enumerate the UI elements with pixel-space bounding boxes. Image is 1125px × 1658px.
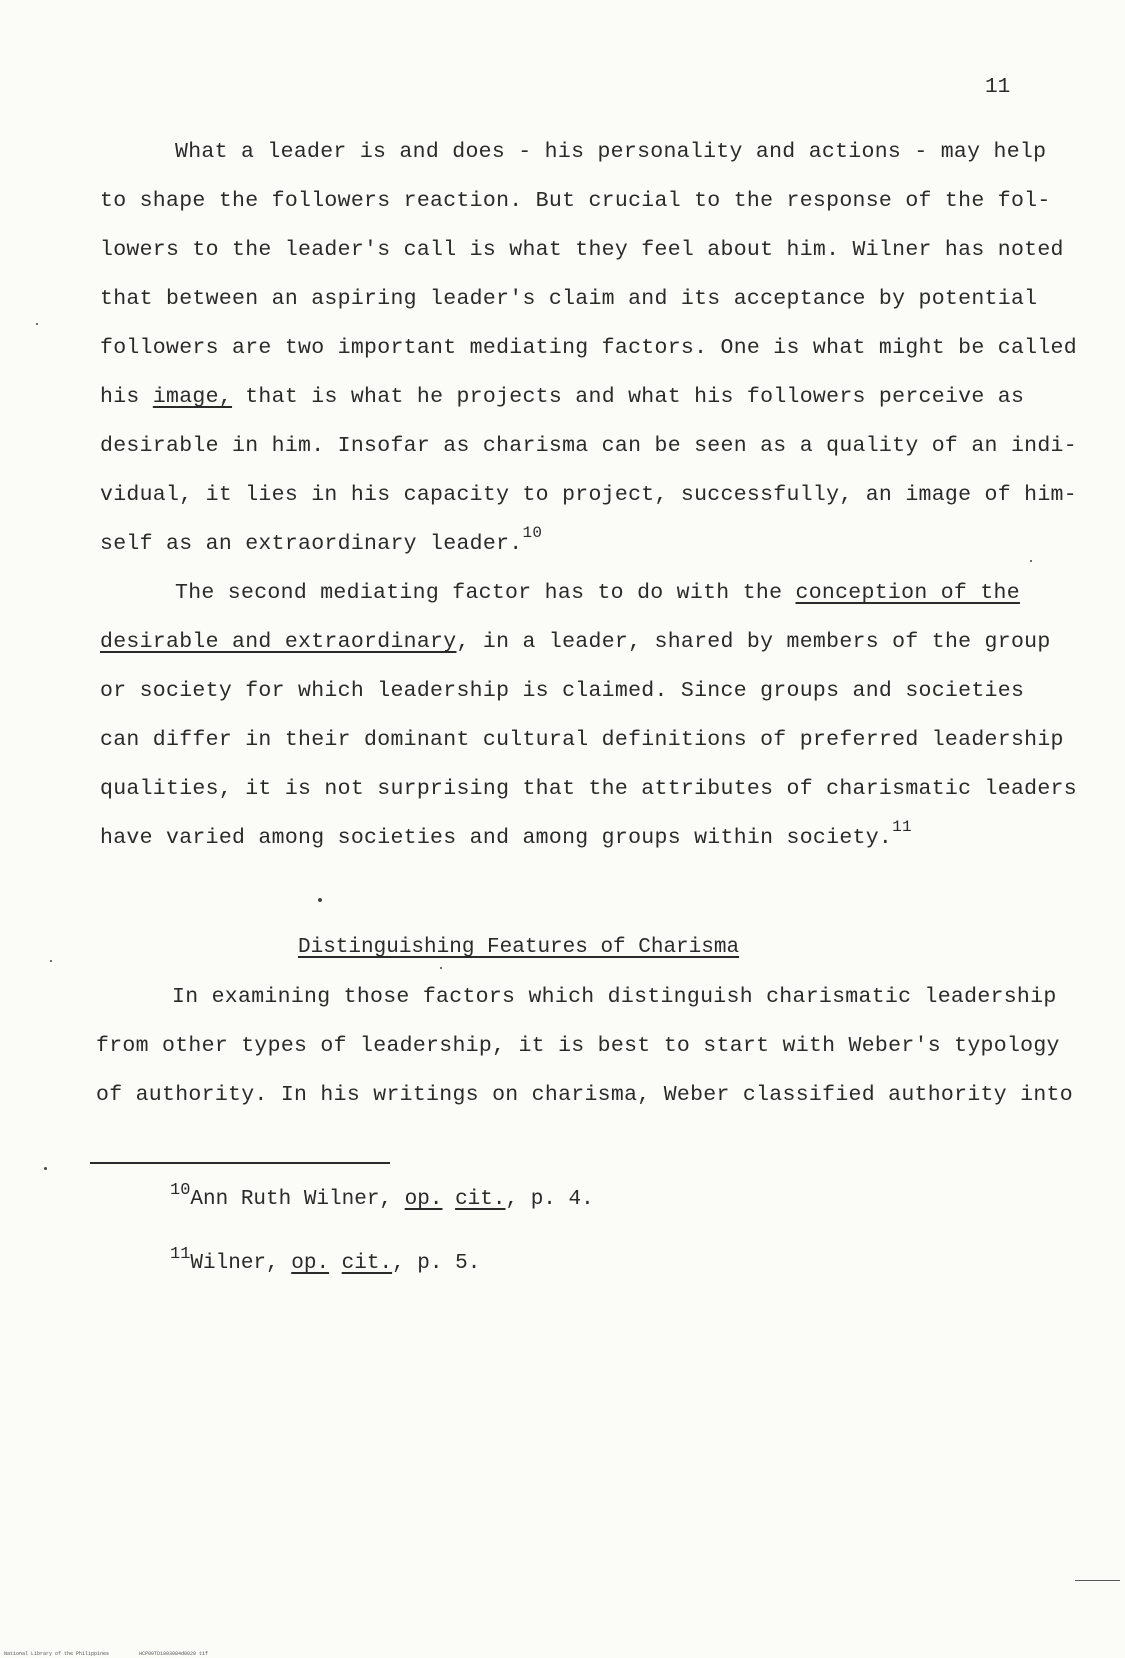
footnote-page: , p. 4. (505, 1188, 594, 1211)
text-line (100, 818, 912, 850)
text-line: desirable in him. Insofar as charisma can be seen as a quality of an indi- (100, 434, 1077, 458)
text-line: that between an aspiring leader's claim and its acceptance by potential (100, 287, 1038, 311)
text-line: In examining those factors which distinguish charismatic leadership (172, 985, 1057, 1009)
text-line: What a leader is and does - his personality and actions - may help (175, 140, 1047, 164)
edge-mark (1075, 1580, 1120, 1581)
text-line: from other types of leadership, it is best to start with Weber's typology (96, 1034, 1060, 1058)
footnote-reference: 11 (892, 818, 912, 836)
text-line: qualities, it is not surprising that the attributes of charismatic leaders (100, 777, 1077, 801)
text-line (100, 630, 1051, 654)
scan-speck (440, 967, 442, 969)
scan-speck (36, 323, 38, 325)
footnote-cit: cit. (455, 1188, 506, 1211)
scan-speck (318, 898, 322, 902)
text-line: to shape the followers reaction. But crucial to the response of the fol- (100, 189, 1051, 213)
text-segment: , in a leader, shared by members of the group (456, 630, 1051, 654)
scan-code: HCP00TD1003084d0020 tif (139, 1651, 209, 1657)
footnote-number: 10 (170, 1181, 191, 1200)
scan-speck (1030, 560, 1032, 562)
footnote-page: , p. 5. (392, 1252, 481, 1275)
section-heading: Distinguishing Features of Charisma (298, 936, 740, 959)
text-line: followers are two important mediating factors. One is what might be called (100, 336, 1077, 360)
library-name: National Library of the Philippines (4, 1651, 110, 1657)
footnote-10 (170, 1181, 594, 1211)
text-line: lowers to the leader's call is what they feel about him. Wilner has noted (100, 238, 1064, 262)
underlined-term: conception of the (795, 581, 1020, 605)
underlined-term: image, (152, 385, 233, 409)
scan-footer (4, 1651, 238, 1657)
footnote-op: op. (291, 1252, 330, 1275)
text-line: of authority. In his writings on charisma, Weber classified authority into (96, 1083, 1073, 1107)
text-segment: his (100, 385, 153, 409)
text-segment: that is what he projects and what his followers perceive as (232, 385, 1025, 409)
text-line (175, 581, 1020, 605)
underlined-term: desirable and extraordinary (100, 630, 457, 654)
footnote-text: Ann Ruth Wilner, (190, 1188, 405, 1211)
footnote-text: Wilner, (190, 1252, 292, 1275)
scan-speck (44, 1167, 47, 1170)
footnote-number: 11 (170, 1245, 191, 1264)
text-segment: have varied among societies and among groups within society. (100, 826, 893, 850)
text-segment: The second mediating factor has to do with the (175, 581, 796, 605)
text-line (100, 385, 1024, 409)
text-line (100, 524, 543, 556)
footnote-cit: cit. (341, 1252, 393, 1275)
text-segment: self as an extraordinary leader. (100, 532, 523, 556)
page-number: 11 (985, 76, 1011, 99)
scan-speck (50, 960, 52, 962)
text-line: can differ in their dominant cultural definitions of preferred leadership (100, 728, 1064, 752)
footnote-reference: 10 (522, 524, 543, 542)
text-line: vidual, it lies in his capacity to project, successfully, an image of him- (100, 483, 1077, 507)
text-line: or society for which leadership is claimed. Since groups and societies (100, 679, 1025, 703)
footnote-op: op. (404, 1188, 443, 1211)
footnote-11 (170, 1245, 481, 1275)
footnote-separator (90, 1162, 390, 1164)
